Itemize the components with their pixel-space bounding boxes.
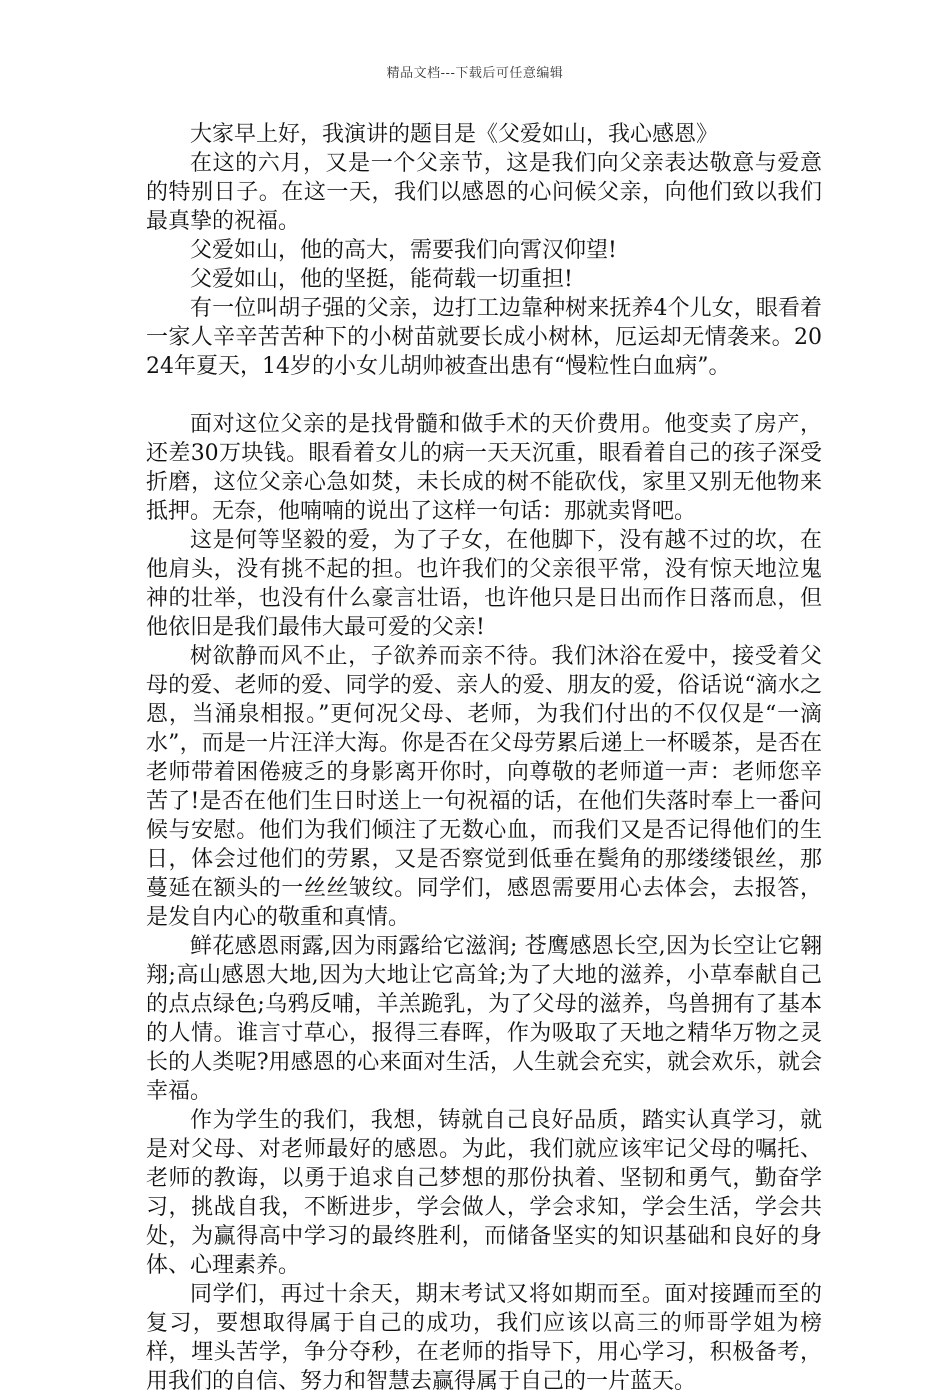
paragraph-father-firm: 父爱如山，他的坚挺，能荷载一切重担!	[190, 267, 573, 292]
paragraph-fathers-day: 在这的六月，又是一个父亲节，这是我们向父亲表达敬意与爱意的特别日子。在这一天，我们以感恩的心问候父亲，向他们致以我们最真挚的祝福。	[146, 151, 822, 234]
paragraph-story: 有一位叫胡子强的父亲，边打工边靠种树来抚养4个儿女，眼看着一家人辛辛苦苦种下的小树苗就要长成小树林，厄运却无情袭来。2024年夏天，14岁的小女儿胡帅被查出患有“慢粒性白血病”。	[146, 296, 822, 379]
paragraph-exams: 同学们，再过十余天，期末考试又将如期而至。面对接踵而至的复习，要想取得属于自己的成功，我们应该以高三的师哥学姐为榜样，埋头苦学，争分夺秒，在老师的指导下，用心学习，积极备考，用我们的自信、努力和智慧去赢得属于自己的一片蓝天。	[146, 1282, 822, 1394]
paragraph-cost: 面对这位父亲的是找骨髓和做手术的天价费用。他变卖了房产，还差30万块钱。眼看着女儿的病一天天沉重，眼看着自己的孩子深受折磨，这位父亲心急如焚，未长成的树不能砍伐，家里又别无他物来抵押。无奈，他喃喃的说出了这样一句话：那就卖肾吧。	[146, 412, 822, 524]
paragraph-nature: 鲜花感恩雨露,因为雨露给它滋润; 苍鹰感恩长空,因为长空让它翱翔;高山感恩大地,因为大地让它高耸;为了大地的滋养，小草奉献自己的点点绿色;乌鸦反哺，羊羔跪乳，为了父母的滋养，鸟兽拥有了基本的人情。谁言寸草心，报得三春晖，作为吸取了天地之精华万物之灵长的人类呢?用感恩的心来面对生活，人生就会充实，就会欢乐，就会幸福。	[146, 934, 822, 1104]
paragraph-steadfast-love: 这是何等坚毅的爱，为了子女，在他脚下，没有越不过的坎，在他肩头，没有挑不起的担。也许我们的父亲很平常，没有惊天地泣鬼神的壮举，也没有什么豪言壮语，也许他只是日出而作日落而息，但他依旧是我们最伟大最可爱的父亲!	[146, 528, 822, 640]
paragraph-students: 作为学生的我们，我想，铸就自己良好品质，踏实认真学习，就是对父母、对老师最好的感恩。为此，我们就应该牢记父母的嘱托、老师的教诲，以勇于追求自己梦想的那份执着、坚韧和勇气，勤奋学习，挑战自我，不断进步，学会做人，学会求知，学会生活，学会共处，为赢得高中学习的最终胜利，而储备坚实的知识基础和良好的身体、心理素养。	[146, 1108, 822, 1278]
page-header: 精品文档---下载后可任意编辑	[386, 66, 564, 81]
paragraph-gratitude: 树欲静而风不止，子欲养而亲不待。我们沐浴在爱中，接受着父母的爱、老师的爱、同学的爱、亲人的爱、朋友的爱，俗话说“滴水之恩，当涌泉相报。”更何况父母、老师，为我们付出的不仅仅是“一滴水”，而是一片汪洋大海。你是否在父母劳累后递上一杯暖茶，是否在老师带着困倦疲乏的身影离开你时，向尊敬的老师道一声：老师您辛苦了!是否在他们生日时送上一句祝福的话，在他们失落时奉上一番问候与安慰。他们为我们倾注了无数心血，而我们又是否记得他们的生日，体会过他们的劳累，又是否察觉到低垂在鬓角的那缕缕银丝，那蔓延在额头的一丝丝皱纹。同学们，感恩需要用心去体会，去报答，是发自内心的敬重和真情。	[146, 644, 822, 930]
document-body	[146, 120, 822, 1396]
paragraph-father-tall: 父爱如山，他的高大，需要我们向霄汉仰望!	[190, 238, 617, 263]
paragraph-opening: 大家早上好，我演讲的题目是《父爱如山，我心感恩》	[190, 122, 719, 147]
